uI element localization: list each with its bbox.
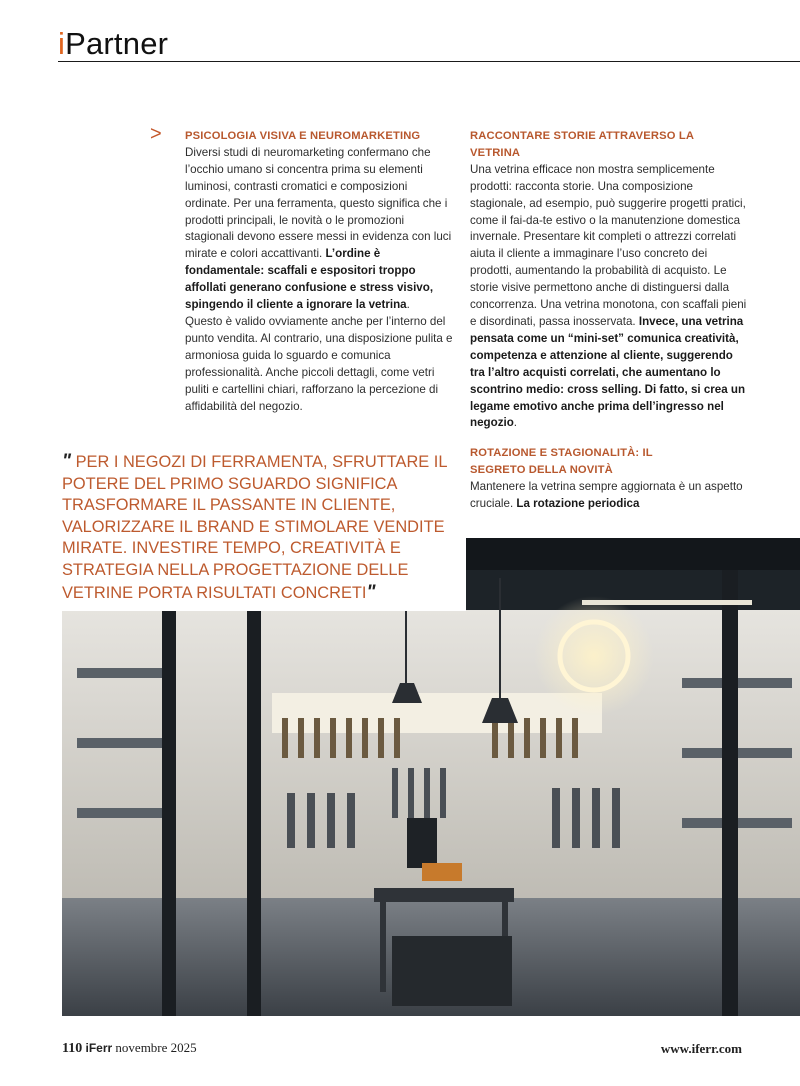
paragraph: Mantenere la vetrina sempre aggiornata è un aspetto cruciale. La rotazione periodica [470,480,743,511]
chevron-right-icon: > [150,123,162,145]
issue-date: novembre 2025 [115,1040,197,1055]
close-quote-mark: " [366,581,376,603]
paragraph: Diversi studi di neuromarketing confermano che l’occhio umano si concentra prima su elementi luminosi, contrasti cromatici e composizioni ordinate. Per una ferramenta, questo significa che i prodotti principali, le novità o le promozioni stagionali devono essere messi in evidenza con luci mirate e colori accattivanti. L’ordine è fondamentale: scaffali e espositori troppo affollati generano confusione e stress visivo, spingendo il cliente a ignorare la vetrina. [185,145,452,312]
article-right-column [470,128,750,513]
magazine-name: iFerr [85,1041,113,1055]
section-heading-storytelling: RACCONTARE STORIE ATTRAVERSO LA VETRINA [470,130,694,159]
open-quote-mark: " [62,451,72,472]
magazine-section-title: iPartner [58,26,169,61]
website-link[interactable]: www.iferr.com [660,1041,742,1056]
section-heading-neuromarketing: PSICOLOGIA VISIVA E NEUROMARKETING [185,130,421,142]
page-footer-left [62,1040,197,1057]
article-left-column [185,128,455,415]
pull-quote: " PER I NEGOZI DI FERRAMENTA, SFRUTTARE IL POTERE DEL PRIMO SGUARDO SIGNIFICA TRASFORMARE IL PASSANTE IN CLIENTE, VALORIZZARE IL BRAND E STIMOLARE VENDITE MIRATE. INVESTIRE TEMPO, CREATIVITÀ E STRATEGIA NELLA PROGETTAZIONE DELLE VETRINE PORTA RISULTATI CONCRETI" [62,451,447,603]
header-rule [58,61,800,62]
paragraph: Questo è valido ovviamente anche per l’interno del punto vendita. Al contrario, una disposizione pulita e armoniosa guida lo sguardo e comunica professionalità. Anche piccoli dettagli, come vetri puliti e cartellini chiari, rafforzano la percezione di affidabilità del negozio. [185,314,453,413]
paragraph: Una vetrina efficace non mostra semplicemente prodotti: racconta storie. Una composizione stagionale, ad esempio, può suggerire progetti pratici, come il fai-da-te estivo o la manutenzione domestica invernale. Presentare kit completi o attrezzi correlati aiuta il cliente a immaginare l’uso concreto dei prodotti, aumentando la probabilità di acquisto. Le storie visive permettono anche di distinguersi dalla concorrenza. Una vetrina monotona, con scaffali pieni e disordinati, passa inosservata. Invece, una vetrina pensata come un “mini-set” comunica creatività, competenza e attenzione al cliente, suggerendo tra l’altro acquisti correlati, che aumentano lo scontrino medio: cross selling. Di fatto, si crea un legame emotivo anche prima dell’ingresso nel negozio. [470,162,747,430]
page-number: 110 [62,1041,83,1056]
section-heading-rotation: ROTAZIONE E STAGIONALITÀ: IL SEGRETO DELLA NOVITÀ [470,447,653,477]
